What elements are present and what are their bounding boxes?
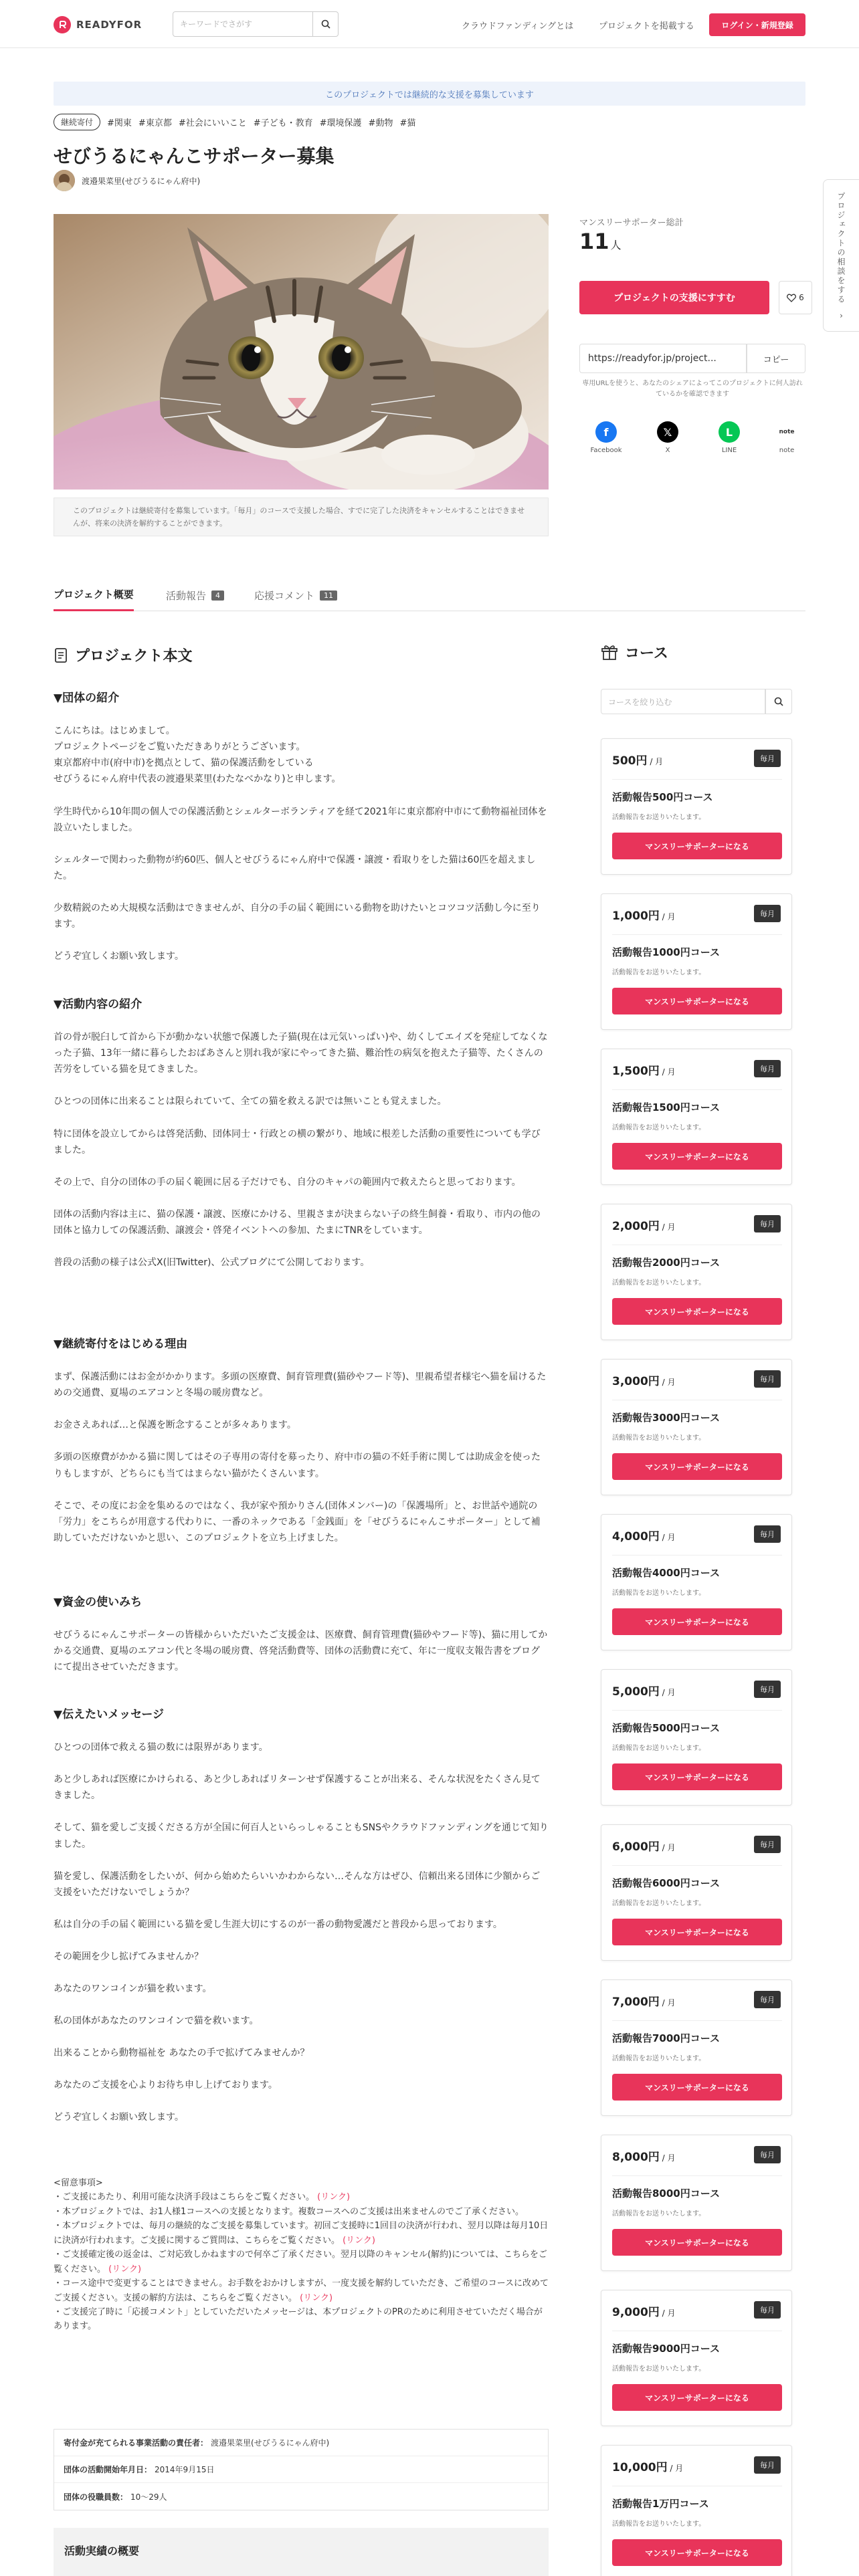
body-block-reason	[54, 1335, 549, 1546]
tab-support-comments[interactable]	[254, 579, 337, 611]
heart-icon	[787, 294, 796, 302]
course-price-unit: / 月	[659, 1843, 676, 1852]
course-card[interactable]	[601, 1049, 792, 1185]
course-note: 活動報告をお送りいたします。	[612, 1590, 706, 1597]
page-title: せびうるにゃんこサポーター募集	[54, 145, 335, 167]
divider	[612, 2175, 782, 2176]
activity-summary-heading: 活動実績の概要	[54, 2528, 549, 2576]
monthly-badge: 毎月	[754, 1681, 781, 1698]
course-price	[612, 1527, 675, 1543]
note-text: ・本プロジェクトでは、毎月の継続的なご支援を募集しています。初回ご支援時に1回目の決済が行われ、翌月以降は毎月10日に決済が行われます。ご支援に関するご質問は、こちらをご覧ください。	[54, 2221, 549, 2246]
hero-caption: このプロジェクトは継続寄付を募集しています。「毎月」のコースで支援した場合、すでに完了した決済をキャンセルすることはできませんが、将来の決済を解約することができます。	[54, 498, 549, 536]
course-card[interactable]	[601, 1204, 792, 1340]
sns-label: LINE	[721, 447, 737, 454]
body-paragraph: 出来ることから動物福祉を あなたの手で拡げてみませんか？	[54, 2048, 310, 2059]
course-price-unit: / 月	[659, 1378, 676, 1387]
course-card[interactable]	[601, 2290, 792, 2426]
tab-count-badge: 4	[211, 591, 224, 601]
note-text: ・コース途中で変更することはできません。お手数をおかけしますが、一度支援を解約していただき、ご希望のコースに改めてご支援ください。支援の解約方法は、こちらをご覧ください。	[54, 2278, 549, 2303]
project-owner[interactable]	[54, 170, 200, 191]
tab-activity-reports[interactable]	[166, 579, 224, 611]
body-paragraph: 多頭の医療費がかかる猫に関してはその子専用の寄付を募ったり、府中市の猫の不妊手術に関しては助成金を使ったりもしますが、どちらにも当てはまらない猫がたくさんいます。	[54, 1452, 541, 1479]
course-price-value: 2,000円	[612, 1220, 660, 1233]
course-price-value: 500円	[612, 754, 648, 768]
course-note: 活動報告をお送りいたします。	[612, 814, 706, 821]
become-monthly-supporter-button[interactable]: マンスリーサポーターになる	[612, 2384, 782, 2411]
become-monthly-supporter-button[interactable]: マンスリーサポーターになる	[612, 1608, 782, 1635]
chevron-right-icon: ›	[840, 311, 843, 320]
course-name: 活動報告2000円コース	[612, 1257, 720, 1269]
course-card[interactable]	[601, 1979, 792, 2116]
nav-about-crowdfunding[interactable]: クラウドファンディングとは	[462, 21, 574, 31]
body-paragraph: 学生時代から10年間の個人での保護活動とシェルターボランティアを経て2021年に東京都府中市にて動物福祉団体を設立いたしました。	[54, 806, 547, 833]
course-note: 活動報告をお送りいたします。	[612, 2210, 706, 2218]
divider	[612, 934, 782, 935]
gift-icon	[601, 644, 618, 661]
body-paragraph: 私は自分の手の届く範囲にいる猫を愛し生涯大切にするのが一番の動物愛護だと普段から思っております。	[54, 1919, 502, 1930]
divider	[612, 1710, 782, 1711]
monthly-badge: 毎月	[754, 2301, 781, 2319]
body-paragraph: 普段の活動の様子は公式X(旧Twitter)、公式ブログにて公開しております。	[54, 1257, 370, 1268]
note-icon	[776, 421, 797, 443]
body-paragraph: 猫を愛し、保護活動をしたいが、何から始めたらいいかわからない…そんな方はぜひ、信頼出来る団体に少額からご支援をいただけないでしょうか？	[54, 1870, 541, 1898]
become-monthly-supporter-button[interactable]: マンスリーサポーターになる	[612, 833, 782, 859]
course-price	[612, 1992, 675, 2009]
info-row-start-date	[54, 2456, 548, 2483]
logo-text: READYFOR	[76, 19, 142, 31]
divider	[612, 779, 782, 780]
note-item	[54, 2219, 549, 2248]
course-note: 活動報告をお送りいたします。	[612, 969, 706, 976]
site-header	[0, 0, 859, 48]
sns-label: X	[665, 447, 670, 454]
course-price-unit: / 月	[667, 2464, 684, 2473]
course-note: 活動報告をお送りいたします。	[612, 2365, 706, 2373]
owner-name: 渡邉果菜里(せびうるにゃん府中)	[82, 176, 201, 186]
body-paragraph: 少数精鋭のため大規模な活動はできませんが、自分の手の届く範囲にいる動物を助けたいとコツコツ活動し今に至ります。	[54, 902, 541, 930]
tab-count-badge: 11	[320, 591, 337, 601]
become-monthly-supporter-button[interactable]: マンスリーサポーターになる	[612, 1763, 782, 1790]
note-item	[54, 2190, 549, 2204]
divider	[612, 1865, 782, 1866]
monthly-badge: 毎月	[754, 2146, 781, 2163]
share-facebook[interactable]	[579, 421, 633, 454]
tab-overview[interactable]	[54, 579, 134, 611]
monthly-badge: 毎月	[754, 1836, 781, 1853]
login-signup-button[interactable]: ログイン・新規登録	[709, 13, 805, 36]
share-note-service[interactable]	[760, 421, 814, 454]
info-label: 寄付金が充てられる事業活動の責任者：	[64, 2438, 209, 2448]
body-block-notes	[54, 2176, 549, 2334]
info-row-manager	[54, 2430, 548, 2456]
note-link[interactable]: (リンク)	[300, 2292, 333, 2303]
info-value: 10〜29人	[130, 2492, 167, 2502]
tag-link[interactable]: #猫	[399, 118, 416, 128]
search-icon[interactable]	[312, 12, 338, 36]
course-price	[612, 2147, 675, 2164]
share-url-field[interactable]: https://readyfor.jp/project...	[579, 344, 747, 373]
monthly-badge: 毎月	[754, 1370, 781, 1388]
notes-title: <留意事項>	[54, 2178, 103, 2188]
nav-start-project[interactable]: プロジェクトを掲載する	[599, 21, 694, 31]
course-note: 活動報告をお送りいたします。	[612, 1745, 706, 1752]
course-name: 活動報告4000円コース	[612, 1567, 720, 1579]
tag-link[interactable]: #東京都	[138, 118, 172, 128]
monthly-badge: 毎月	[754, 905, 781, 922]
body-paragraph: その上で、自分の団体の手の届く範囲に居る子だけでも、自分のキャパの範囲内で救えたらと思っております。	[54, 1176, 521, 1188]
course-price	[612, 2302, 675, 2319]
divider	[612, 2020, 782, 2021]
section-title: プロジェクト本文	[75, 648, 193, 665]
body-block-message	[54, 1705, 549, 2125]
sns-label: note	[779, 447, 795, 454]
course-name: 活動報告3000円コース	[612, 1412, 720, 1424]
course-name: 活動報告8000円コース	[612, 2187, 720, 2199]
x-icon	[657, 421, 678, 443]
header-search-input[interactable]	[173, 12, 312, 36]
course-price-unit: / 月	[659, 1533, 676, 1542]
body-paragraph: 特に団体を設立してからは啓発活動、団体同士・行政との横の繋がり、地域に根差した活動の重要性についても学びました。	[54, 1128, 541, 1156]
course-price-value: 8,000円	[612, 2151, 660, 2164]
copy-url-button[interactable]: コピー	[747, 344, 805, 373]
monthly-supporter-label: マンスリーサポーター総計	[579, 218, 684, 228]
line-icon	[719, 421, 740, 443]
course-price-unit: / 月	[659, 2309, 676, 2318]
body-paragraph	[54, 723, 549, 787]
course-price	[612, 1837, 675, 1854]
header-search	[173, 11, 339, 37]
course-price-unit: / 月	[659, 1067, 676, 1077]
body-block-funds	[54, 1593, 549, 1675]
tab-label: 応援コメント	[254, 589, 315, 602]
course-price-value: 4,000円	[612, 1530, 660, 1543]
course-filter-input[interactable]: コースを絞り込む	[601, 689, 765, 714]
course-price-unit: / 月	[659, 1998, 676, 2008]
favorite-count: 6	[799, 293, 804, 302]
info-row-staff	[54, 2483, 548, 2510]
body-paragraph: ひとつの団体に出来ることは限られていて、全ての猫を救える訳では無いことも覚えました。	[54, 1096, 447, 1107]
course-name: 活動報告1万円コース	[612, 2498, 709, 2510]
project-tags	[54, 114, 415, 130]
course-price	[612, 1372, 675, 1388]
monthly-badge: 毎月	[754, 1991, 781, 2008]
tag-badge-continuous[interactable]: 継続寄付	[54, 114, 100, 130]
info-value: 2014年9月15日	[155, 2465, 215, 2474]
readyfor-logo-icon	[54, 16, 71, 33]
body-paragraph: どうぞ宜しくお願い致します。	[54, 951, 184, 962]
body-paragraph: あと少しあれば医療にかけられる、あと少しあればリターンせず保護することが出来る、そんな状況をたくさん見てきました。	[54, 1774, 541, 1802]
become-monthly-supporter-button[interactable]: マンスリーサポーターになる	[612, 1298, 782, 1325]
course-price-value: 10,000円	[612, 2461, 668, 2474]
body-line: プロジェクトページをご覧いただきありがとうございます。	[54, 742, 306, 753]
info-label: 団体の活動開始年月日：	[64, 2465, 153, 2474]
course-note: 活動報告をお送りいたします。	[612, 1279, 706, 1287]
note-link[interactable]: (リンク)	[343, 2235, 375, 2246]
body-heading: ▼団体の紹介	[54, 691, 120, 705]
course-price-value: 3,000円	[612, 1375, 660, 1388]
course-note: 活動報告をお送りいたします。	[612, 1124, 706, 1132]
body-heading: ▼伝えたいメッセージ	[54, 1708, 165, 1721]
support-project-button[interactable]: プロジェクトの支援にすすむ	[579, 281, 769, 314]
course-note: 活動報告をお送りいたします。	[612, 1900, 706, 1907]
course-price	[612, 2458, 683, 2474]
become-monthly-supporter-button[interactable]: マンスリーサポーターになる	[612, 2074, 782, 2101]
course-note: 活動報告をお送りいたします。	[612, 1434, 706, 1442]
search-icon[interactable]	[765, 689, 792, 714]
body-heading: ▼継続寄付をはじめる理由	[54, 1337, 188, 1351]
note-item: ・本プロジェクトでは、お1人様1コースへの支援となります。複数コースへのご支援は出来ませんのでご了承ください。	[54, 2206, 524, 2217]
hero-image	[54, 214, 549, 490]
share-note: 専用URLを使うと、あなたのシェアによってこのプロジェクトに何人訪れているかを確認できます	[582, 380, 803, 398]
course-price-unit: / 月	[659, 1688, 676, 1697]
become-monthly-supporter-button[interactable]: マンスリーサポーターになる	[612, 2539, 782, 2566]
become-monthly-supporter-button[interactable]: マンスリーサポーターになる	[612, 2229, 782, 2256]
course-card[interactable]	[601, 1824, 792, 1961]
avatar	[54, 170, 75, 191]
info-label: 団体の役職員数：	[64, 2492, 128, 2502]
note-glyph: note	[779, 429, 795, 435]
supporter-count-unit: 人	[610, 239, 622, 251]
x-glyph: 𝕏	[663, 425, 672, 439]
body-paragraph: 団体の活動内容は主に、猫の保護・譲渡、医療にかける、里親さまが決まらない子の終生飼養・看取り、市内の他の団体と協力しての保護活動、譲渡会・啓発イベントへの参加、たまにTNRをしています。	[54, 1208, 541, 1236]
course-name: 活動報告7000円コース	[612, 2032, 720, 2044]
course-price-unit: / 月	[659, 1222, 676, 1232]
body-paragraph: あなたのワンコインが猫を救います。	[54, 1983, 212, 1994]
course-price	[612, 906, 675, 923]
body-block-intro	[54, 689, 549, 964]
side-tab-label: プロジェクトの相談をする	[836, 192, 846, 304]
course-card[interactable]	[601, 738, 792, 875]
body-paragraph: シェルターで関わった動物が約60匹、個人とせびうるにゃん府中で保護・譲渡・看取りをした猫は60匹を超えました。	[54, 854, 536, 881]
body-line: 東京都府中市(府中市)を拠点として、猫の保護活動をしている	[54, 758, 314, 769]
course-name: 活動報告9000円コース	[612, 2343, 720, 2355]
note-text: ・ご支援にあたり、利用可能な決済手段はこちらをご覧ください。	[54, 2192, 315, 2203]
course-name: 活動報告6000円コース	[612, 1877, 720, 1889]
body-paragraph: ひとつの団体で救える猫の数には限界があります。	[54, 1742, 268, 1753]
course-name: 活動報告5000円コース	[612, 1722, 720, 1734]
course-name: 活動報告500円コース	[612, 791, 713, 803]
favorite-button[interactable]	[779, 281, 812, 314]
body-paragraph: まず、保護活動にはお金がかかります。多頭の医療費、飼育管理費(猫砂やフード等)、里親希望者様宅へ猫を届けるための交通費、夏場のエアコンと冬場の暖房費など。	[54, 1372, 547, 1399]
body-block-activities	[54, 995, 549, 1271]
note-item	[54, 2248, 549, 2276]
project-body-heading	[54, 645, 193, 665]
course-price-value: 5,000円	[612, 1685, 660, 1699]
body-line: せびうるにゃん府中代表の渡邉果菜里(わたなべかなり)と申します。	[54, 774, 341, 785]
continuous-support-notice: このプロジェクトでは継続的な支援を募集しています	[54, 82, 805, 106]
organization-info-box	[54, 2429, 549, 2510]
facebook-icon	[595, 421, 617, 443]
note-link[interactable]: (リンク)	[108, 2264, 142, 2274]
become-monthly-supporter-button[interactable]: マンスリーサポーターになる	[612, 1919, 782, 1945]
divider	[612, 1089, 782, 1090]
note-item: ・ご支援完了時に「応援コメント」としていただいたメッセージは、本プロジェクトのPRのために利用させていただく場合があります。	[54, 2306, 543, 2332]
course-card[interactable]	[601, 1669, 792, 1806]
monthly-badge: 毎月	[754, 1060, 781, 1077]
course-heading	[601, 642, 668, 663]
course-price-value: 9,000円	[612, 2306, 660, 2319]
course-card[interactable]	[601, 1514, 792, 1650]
project-tabs	[54, 579, 805, 611]
info-value: 渡邉果菜里(せびうるにゃん府中)	[211, 2438, 330, 2448]
body-paragraph: お金さえあれば…と保護を断念することが多々あります。	[54, 1420, 296, 1431]
body-paragraph: そして、猫を愛しご支援くださる方が全国に何百人といらっしゃることもSNSやクラウドファンディングを通じて知りました。	[54, 1822, 549, 1850]
readyfor-logo[interactable]	[54, 16, 142, 33]
monthly-badge: 毎月	[754, 1525, 781, 1543]
course-price	[612, 1682, 675, 1699]
tag-link[interactable]: #環境保護	[319, 118, 362, 128]
supporter-count-value: 11	[579, 229, 609, 254]
course-card[interactable]	[601, 1359, 792, 1495]
sns-label: Facebook	[590, 447, 622, 454]
course-price-unit: / 月	[647, 757, 664, 766]
course-price-value: 1,000円	[612, 909, 660, 923]
become-monthly-supporter-button[interactable]: マンスリーサポーターになる	[612, 1143, 782, 1170]
tag-link[interactable]: #動物	[368, 118, 393, 128]
note-link[interactable]: (リンク)	[317, 2192, 351, 2203]
course-price	[612, 751, 663, 768]
line-glyph: L	[725, 425, 733, 439]
course-note: 活動報告をお送りいたします。	[612, 2520, 706, 2528]
document-icon	[54, 647, 68, 663]
tag-link[interactable]: #関東	[107, 118, 132, 128]
tab-label: 活動報告	[166, 589, 207, 602]
course-price-unit: / 月	[659, 912, 676, 922]
monthly-badge: 毎月	[754, 2456, 781, 2474]
note-text: ・ご支援確定後の返金は、ご対応致しかねますので何卒ご了承ください。翌月以降のキャンセル(解約)については、こちらをご覧ください。	[54, 2250, 547, 2274]
become-monthly-supporter-button[interactable]: マンスリーサポーターになる	[612, 988, 782, 1014]
course-card[interactable]	[601, 893, 792, 1030]
course-price-value: 6,000円	[612, 1840, 660, 1854]
body-paragraph: 首の骨が脱臼して首から下が動かない状態で保護した子猫(現在は元気いっぱい)や、幼くしてエイズを発症してなくなった子猫、13年一緒に暮らしたおばあさんと別れ我が家にやってきた猫、難治性の病気を抱えた子猫等、たくさんの苦労をしている猫を見てきました。	[54, 1032, 548, 1075]
body-paragraph: その範囲を少し拡げてみませんか？	[54, 1951, 203, 1962]
tag-link[interactable]: #社会にいいこと	[178, 118, 247, 128]
tab-label: プロジェクト概要	[54, 588, 134, 601]
course-title: コース	[625, 645, 668, 662]
body-paragraph: そこで、その度にお金を集めるのではなく、我が家や預かりさん(団体メンバー)の「保護場所」と、お世話や通院の「労力」をこちらが用意する代わりに、一番のネックである「金銭面」を「せびうるにゃんこサポーター」として補助していただけないかと思い、このプロジェクトを立ち上げました。	[54, 1500, 541, 1543]
body-paragraph: 私の団体があなたのワンコインで猫を救います。	[54, 2016, 259, 2027]
facebook-glyph: f	[603, 425, 609, 439]
body-paragraph: どうぞ宜しくお願い致します。	[54, 2112, 184, 2123]
monthly-badge: 毎月	[754, 1215, 781, 1232]
course-name: 活動報告1500円コース	[612, 1101, 720, 1113]
tag-link[interactable]: #子ども・教育	[253, 118, 313, 128]
course-price	[612, 1216, 675, 1233]
become-monthly-supporter-button[interactable]: マンスリーサポーターになる	[612, 1453, 782, 1480]
course-name: 活動報告1000円コース	[612, 946, 720, 958]
body-paragraph: せびうるにゃんこサポーターの皆様からいただいたご支援金は、医療費、飼育管理費(猫砂やフード等)、猫に用してかかる交通費、夏場のエアコン代と冬場の暖房費、啓発活動費等、団体の活動費に充て、年に一度収支報告書をブログにて提出させていただきます。	[54, 1630, 548, 1673]
course-price	[612, 1061, 675, 1078]
consult-side-tab[interactable]	[823, 179, 859, 332]
course-card[interactable]	[601, 2135, 792, 2271]
body-heading: ▼資金の使いみち	[54, 1596, 142, 1609]
monthly-badge: 毎月	[754, 750, 781, 767]
course-card[interactable]	[601, 2445, 792, 2576]
body-line: こんにちは。はじめまして。	[54, 726, 175, 737]
body-paragraph: あなたのご支援を心よりお待ち申し上げております。	[54, 2080, 278, 2091]
course-price-value: 7,000円	[612, 1996, 660, 2009]
note-item	[54, 2276, 549, 2305]
course-note: 活動報告をお送りいたします。	[612, 2055, 706, 2062]
share-x[interactable]	[641, 421, 694, 454]
monthly-supporter-count	[579, 229, 622, 254]
body-heading: ▼活動内容の紹介	[54, 998, 142, 1011]
course-price-unit: / 月	[659, 2153, 676, 2163]
course-price-value: 1,500円	[612, 1065, 660, 1078]
share-line[interactable]	[702, 421, 756, 454]
